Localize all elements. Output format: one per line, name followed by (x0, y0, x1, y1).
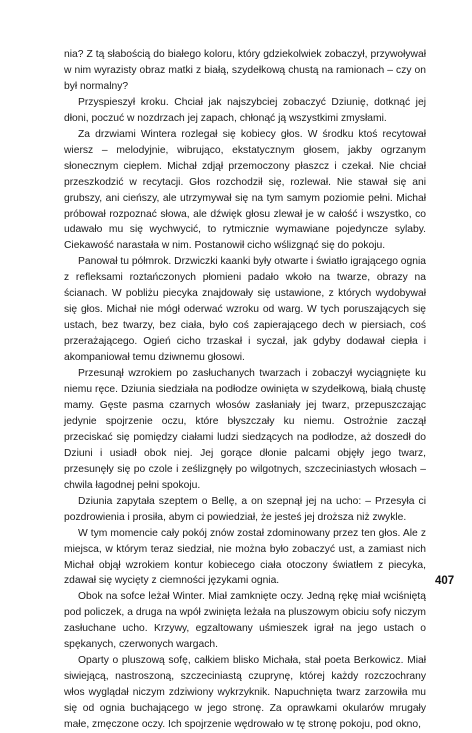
paragraph: Przyspieszył kroku. Chciał jak najszybciej zobaczyć Dziunię, dotknąć jej dłoni, poczuć w nozdrzach jej zapach, chłonąć ją wszystkimi zmysłami. (64, 96, 426, 124)
paragraph: Panował tu półmrok. Drzwiczki kaanki były otwarte i światło igrającego ognia z refleksami roztańczonych płomieni padało wkoło na twarze, obrazy na ścianach. W pobliżu piecyka znajdowały się ustawione, z których wydobywał się głos. Michał nie mógł oderwać wzroku od warg. W tych poruszających się ustach, bez twarzy, bez ciała, było coś zapierającego dech w piersiach, coś przerażającego. Ogień cicho trzaskał i syczał, jak gdyby dodawał ciepła i akompaniował temu dziwnemu głosowi. (64, 256, 426, 364)
paragraph: Oparty o pluszową sofę, całkiem blisko Michała, stał poeta Berkowicz. Miał siwiejącą, nastroszoną, szczeciniastą czuprynę, której każdy rozczochrany włos wyglądał niczym zdziwiony wykrzyknik. Napuchnięta twarz zarzowiła mu się od ognia buchającego w jego stronę. Za oprawkami okularów mrugały małe, zmęczone oczy. Ich spojrzenie wędrowało w tę stronę pokoju, pod okno, (64, 655, 426, 731)
paragraph: Obok na sofce leżał Winter. Miał zamknięte oczy. Jedną rękę miał wciśniętą pod policzek, a druga na wpół zwinięta leżała na pluszowym obiciu sofy niczym zasłuchane ucho. Krzywy, egzaltowany uśmieszek igrał na jego ustach o spękanych, czerwonych wargach. (64, 591, 426, 651)
paragraph: nia? Z tą słabością do białego koloru, który gdziekolwiek zobaczył, przywoływał w nim wyrazisty obraz matki z białą, szydełkową chustą na ramionach – czy on był normalny? (64, 49, 426, 92)
body-text (64, 47, 426, 733)
page-number: 407 (435, 575, 455, 587)
paragraph: Przesunął wzrokiem po zasłuchanych twarzach i zobaczył wyciągnięte ku niemu ręce. Dziunia siedziała na podłodze owinięta w szydełkową, białą chustę mamy. Gęste pasma czarnych włosów zasłaniały jej twarz, przepuszczając jedynie spojrzenie oczu, które błyszczały ku niemu. Ostrożnie zaczął przeciskać się pomiędzy ciałami ludzi siedzących na podłodze, aż doszedł do Dziuni i usiadł obok niej. Jej gorące dłonie palcami objęły jego twarz, przesunęły się po czole i ześlizgnęły po wilgotnych, szczeciniastych włosach – chwila łagodnej pełni spokoju. (64, 368, 426, 491)
paragraph: W tym momencie cały pokój znów został zdominowany przez ten głos. Ale z miejsca, w którym teraz siedział, nie można było zobaczyć ust, a zamiast nich Michał objął wzrokiem kontur kobiecego ciała otoczony światłem z piecyka, zdawał się wycięty z ciemności językami ognia. (64, 527, 426, 587)
paragraph: Dziunia zapytała szeptem o Bellę, a on szepnął jej na ucho: – Przesyła ci pozdrowienia i prosiła, abym ci powiedział, że jesteś jej droższa niż zwykle. (64, 495, 426, 523)
paragraph: Za drzwiami Wintera rozlegał się kobiecy głos. W środku ktoś recytował wiersz – melodyjnie, wibrująco, ekstatycznym głosem, jakby ogrzanym słonecznym ciepłem. Michał zdjął przemoczony płaszcz i czekał. Nie chciał przeszkodzić w recytacji. Głos rozchodził się, rozlewał. Nie stawał się ani grubszy, ani cieńszy, ale utrzymywał się na tym samym poziomie pełni. Michał próbował rozpoznać słowa, ale dźwięk głosu zlewał je w całość i wszystko, co udawało mu się wychwycić, to rytmicznie wymawiane pojedyncze sylaby. Ciekawość narastała w nim. Postanowił cicho wślizgnąć się do pokoju. (64, 128, 426, 252)
